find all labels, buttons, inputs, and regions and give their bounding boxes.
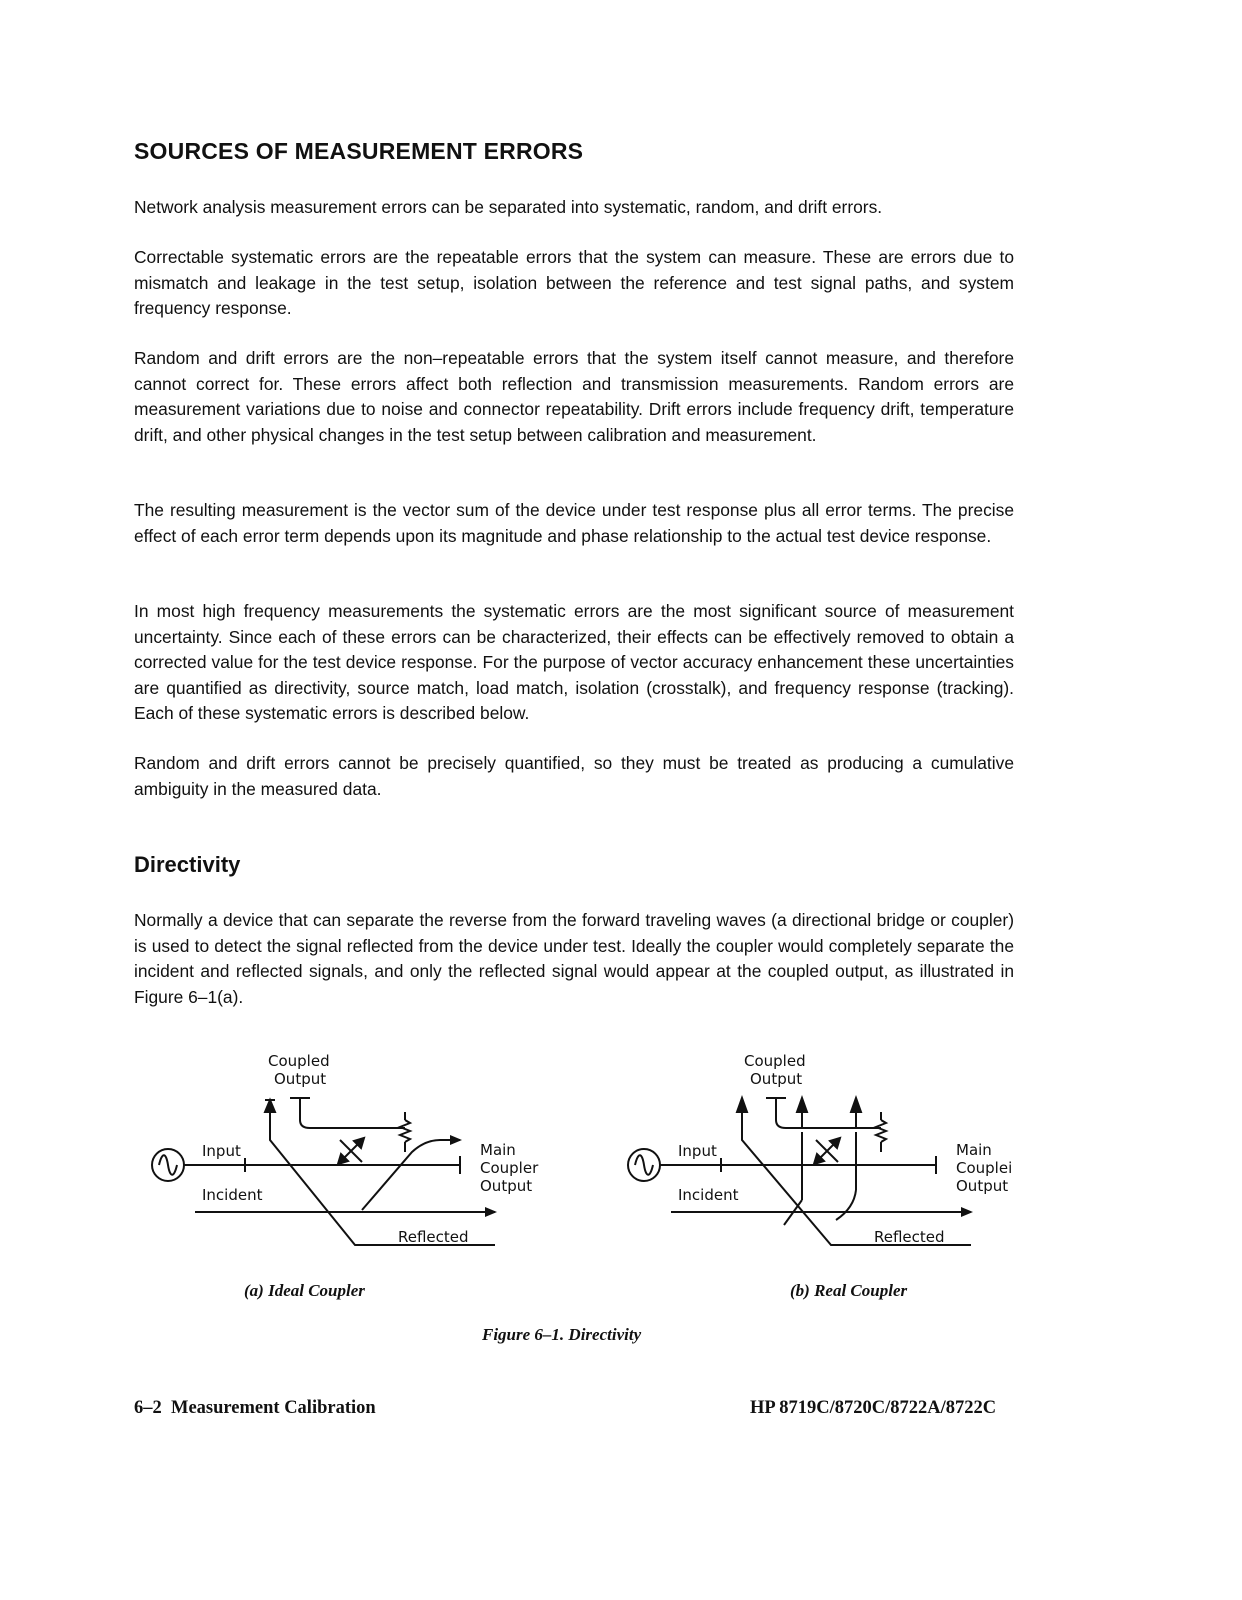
- paragraph-systematic-errors: Correctable systematic errors are the repeatable errors that the system can measure. These are errors due to mismatch and leakage in the test setup, isolation between the reference and test signal paths, and system frequency response.: [134, 247, 1014, 318]
- figure-caption: Figure 6–1. Directivity: [482, 1325, 642, 1344]
- footer-model-label: HP 8719C/8720C/8722A/8722C: [750, 1398, 997, 1418]
- coupler-label: Coupler: [480, 1159, 539, 1177]
- main-label: Main: [480, 1141, 516, 1159]
- coupled-output-label-line2: Output: [750, 1070, 803, 1088]
- incident-label: Incident: [202, 1186, 263, 1204]
- output-label: Output: [480, 1177, 533, 1195]
- reflected-label: Reflected: [398, 1228, 469, 1246]
- real-coupler-caption: (b) Real Coupler: [790, 1281, 908, 1300]
- ideal-coupler-caption: (a) Ideal Coupler: [244, 1281, 365, 1300]
- paragraph-random-drift-errors: Random and drift errors are the non–repeatable errors that the system itself cannot measure, and therefore cannot correct for. These errors affect both reflection and transmission measurements. Random errors are measurement variations due to noise and connector repeatability. Drift errors include frequency drift, temperature drift, and other physical changes in the test setup between calibration and measurement.: [134, 348, 1014, 445]
- coupled-output-label: Coupled: [268, 1052, 330, 1070]
- paragraph-error-types: Network analysis measurement errors can be separated into systematic, random, and drift errors.: [134, 197, 883, 217]
- paragraph-directivity: Normally a device that can separate the reverse from the forward traveling waves (a directional bridge or coupler) is used to detect the signal reflected from the device under test. Ideally the coupler would completely separate the incident and reflected signals, and only the reflected signal would appear at the coupled output, as illustrated in Figure 6–1(a).: [134, 910, 1014, 1007]
- coupled-output-label: Coupled: [744, 1052, 806, 1070]
- main-label: Main: [956, 1141, 992, 1159]
- coupled-output-label-line2: Output: [274, 1070, 327, 1088]
- ideal-coupler-diagram: [140, 1040, 540, 1270]
- paragraph-vector-sum: The resulting measurement is the vector sum of the device under test response plus all error terms. The precise effect of each error term depends upon its magnitude and phase relationship to the actual test device response.: [134, 500, 1014, 546]
- paragraph-uncertainty: In most high frequency measurements the systematic errors are the most significant source of measurement uncertainty. Since each of these errors can be characterized, their effects can be effectively removed to obtain a corrected value for the test device response. For the purpose of vector accuracy enhancement these uncertainties are quantified as directivity, source match, load match, isolation (crosstalk), and frequency response (tracking). Each of these systematic errors is described below.: [134, 601, 1014, 723]
- directivity-heading: Directivity: [134, 852, 241, 877]
- input-label: Input: [678, 1142, 717, 1160]
- real-coupler-diagram: [616, 1040, 1016, 1270]
- output-label: Output: [956, 1177, 1009, 1195]
- coupler-label: Couplei: [956, 1159, 1013, 1177]
- incident-label: Incident: [678, 1186, 739, 1204]
- input-label: Input: [202, 1142, 241, 1160]
- footer-page-label: 6–2 Measurement Calibration: [134, 1398, 376, 1418]
- reflected-label: Reflected: [874, 1228, 945, 1246]
- section-title: SOURCES OF MEASUREMENT ERRORS: [134, 138, 584, 164]
- paragraph-ambiguity: Random and drift errors cannot be precisely quantified, so they must be treated as producing a cumulative ambiguity in the measured data.: [134, 753, 1014, 799]
